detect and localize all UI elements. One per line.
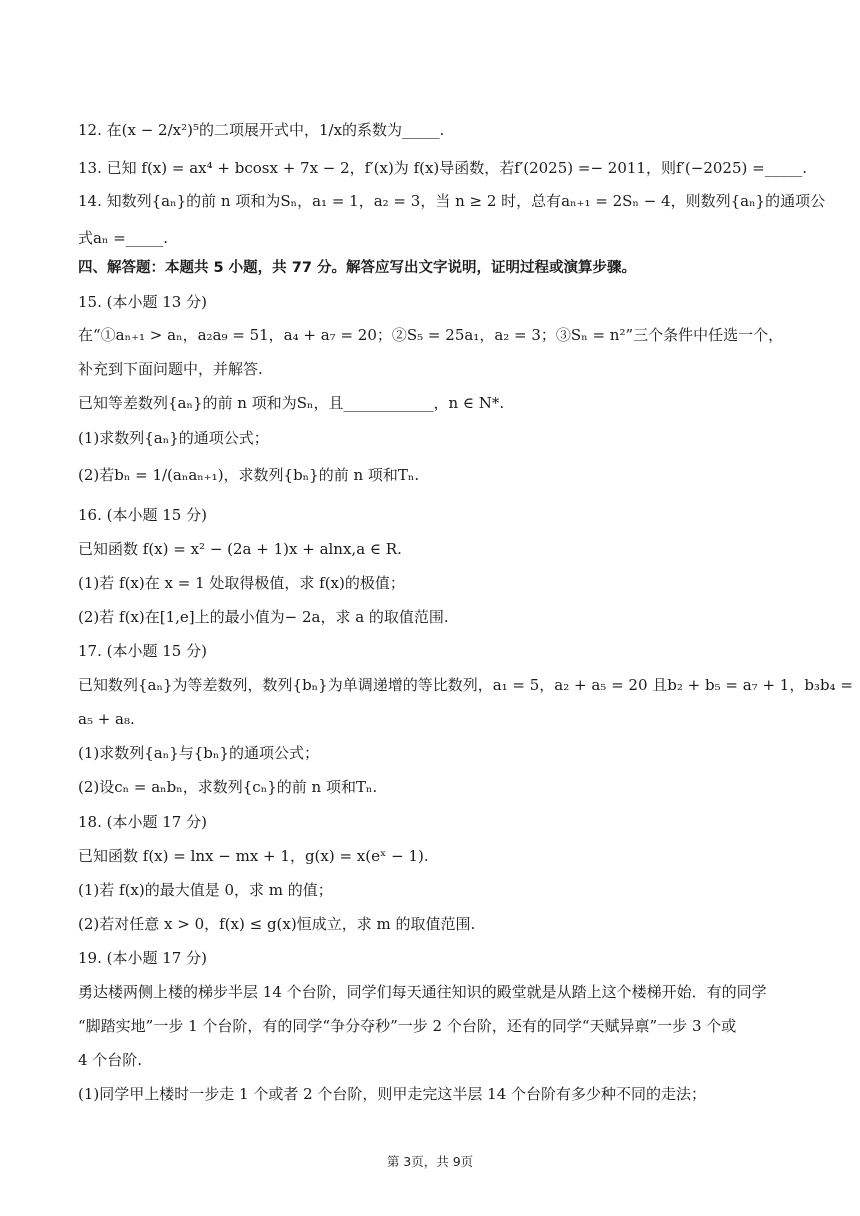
question-19-premise-1: 勇达楼两侧上楼的梯步半层 14 个台阶，同学们每天通往知识的殿堂就是从踏上这个楼梯开始．有的同学 [78, 983, 767, 1001]
question-17-part-1: (1)求数列{aₙ}与{bₙ}的通项公式； [78, 744, 319, 762]
question-16-header: 16. (本小题 15 分) [78, 506, 207, 524]
question-17-header: 17. (本小题 15 分) [78, 642, 207, 660]
question-15-instruction: 补充到下面问题中，并解答. [78, 360, 263, 378]
question-19-premise-3: 4 个台阶. [78, 1051, 143, 1069]
question-15-part-1: (1)求数列{aₙ}的通项公式； [78, 429, 269, 447]
section-heading: 四、解答题：本题共 5 小题，共 77 分。解答应写出文字说明，证明过程或演算步骤。 [78, 260, 636, 276]
page-footer: 第 3页，共 9页 [386, 1154, 474, 1169]
question-19-part-1: (1)同学甲上楼时一步走 1 个或者 2 个台阶，则甲走完这半层 14 个台阶有多少种不同的走法； [78, 1085, 707, 1103]
question-15-premise: 已知等差数列{aₙ}的前 n 项和为Sₙ，且____________，n ∈ N*. [78, 394, 505, 412]
question-17-premise-1: 已知数列{aₙ}为等差数列，数列{bₙ}为单调递增的等比数列，a₁ = 5，a₂ + a₅ = 20 且b₂ + b₅ = a₇ + 1，b₃b₄ = [78, 676, 853, 694]
question-18-header: 18. (本小题 17 分) [78, 813, 207, 831]
question-15-conditions: 在“①aₙ₊₁ > aₙ，a₂a₉ = 51，a₄ + a₇ = 20；②S₅ = 25a₁，a₂ = 3；③Sₙ = n²”三个条件中任选一个， [78, 326, 784, 344]
question-18-part-1: (1)若 f(x)的最大值是 0，求 m 的值； [78, 881, 333, 899]
question-17-part-2: (2)设cₙ = aₙbₙ，求数列{cₙ}的前 n 项和Tₙ. [78, 778, 378, 796]
question-18-premise: 已知函数 f(x) = lnx − mx + 1，g(x) = x(eˣ − 1). [78, 847, 429, 865]
question-14-line-1: 14. 知数列{aₙ}的前 n 项和为Sₙ，a₁ = 1，a₂ = 3，当 n ≥ 2 时，总有aₙ₊₁ = 2Sₙ − 4，则数列{aₙ}的通项公 [78, 192, 826, 210]
question-13: 13. 已知 f(x) = ax⁴ + bcosx + 7x − 2，f′(x)为 f(x)导函数，若f′(2025) =− 2011，则f′(−2025) =_____. [78, 159, 807, 177]
question-12: 12. 在(x − 2/x²)⁵的二项展开式中，1/x的系数为_____. [78, 121, 445, 139]
question-19-header: 19. (本小题 17 分) [78, 949, 207, 967]
question-14-line-2: 式aₙ =_____. [78, 229, 169, 247]
question-15-header: 15. (本小题 13 分) [78, 293, 207, 311]
question-19-premise-2: “脚踏实地”一步 1 个台阶，有的同学“争分夺秒”一步 2 个台阶，还有的同学“天赋异禀”一步 3 个或 [78, 1017, 737, 1035]
question-18-part-2: (2)若对任意 x > 0，f(x) ≤ g(x)恒成立，求 m 的取值范围. [78, 915, 476, 933]
question-16-part-1: (1)若 f(x)在 x = 1 处取得极值，求 f(x)的极值； [78, 574, 405, 592]
question-15-part-2: (2)若bₙ = 1/(aₙaₙ₊₁)，求数列{bₙ}的前 n 项和Tₙ. [78, 466, 420, 484]
question-16-part-2: (2)若 f(x)在[1,e]上的最小值为− 2a，求 a 的取值范围. [78, 608, 449, 626]
question-16-premise: 已知函数 f(x) = x² − (2a + 1)x + alnx,a ∈ R. [78, 540, 402, 558]
question-17-premise-2: a₅ + a₈. [78, 710, 135, 728]
